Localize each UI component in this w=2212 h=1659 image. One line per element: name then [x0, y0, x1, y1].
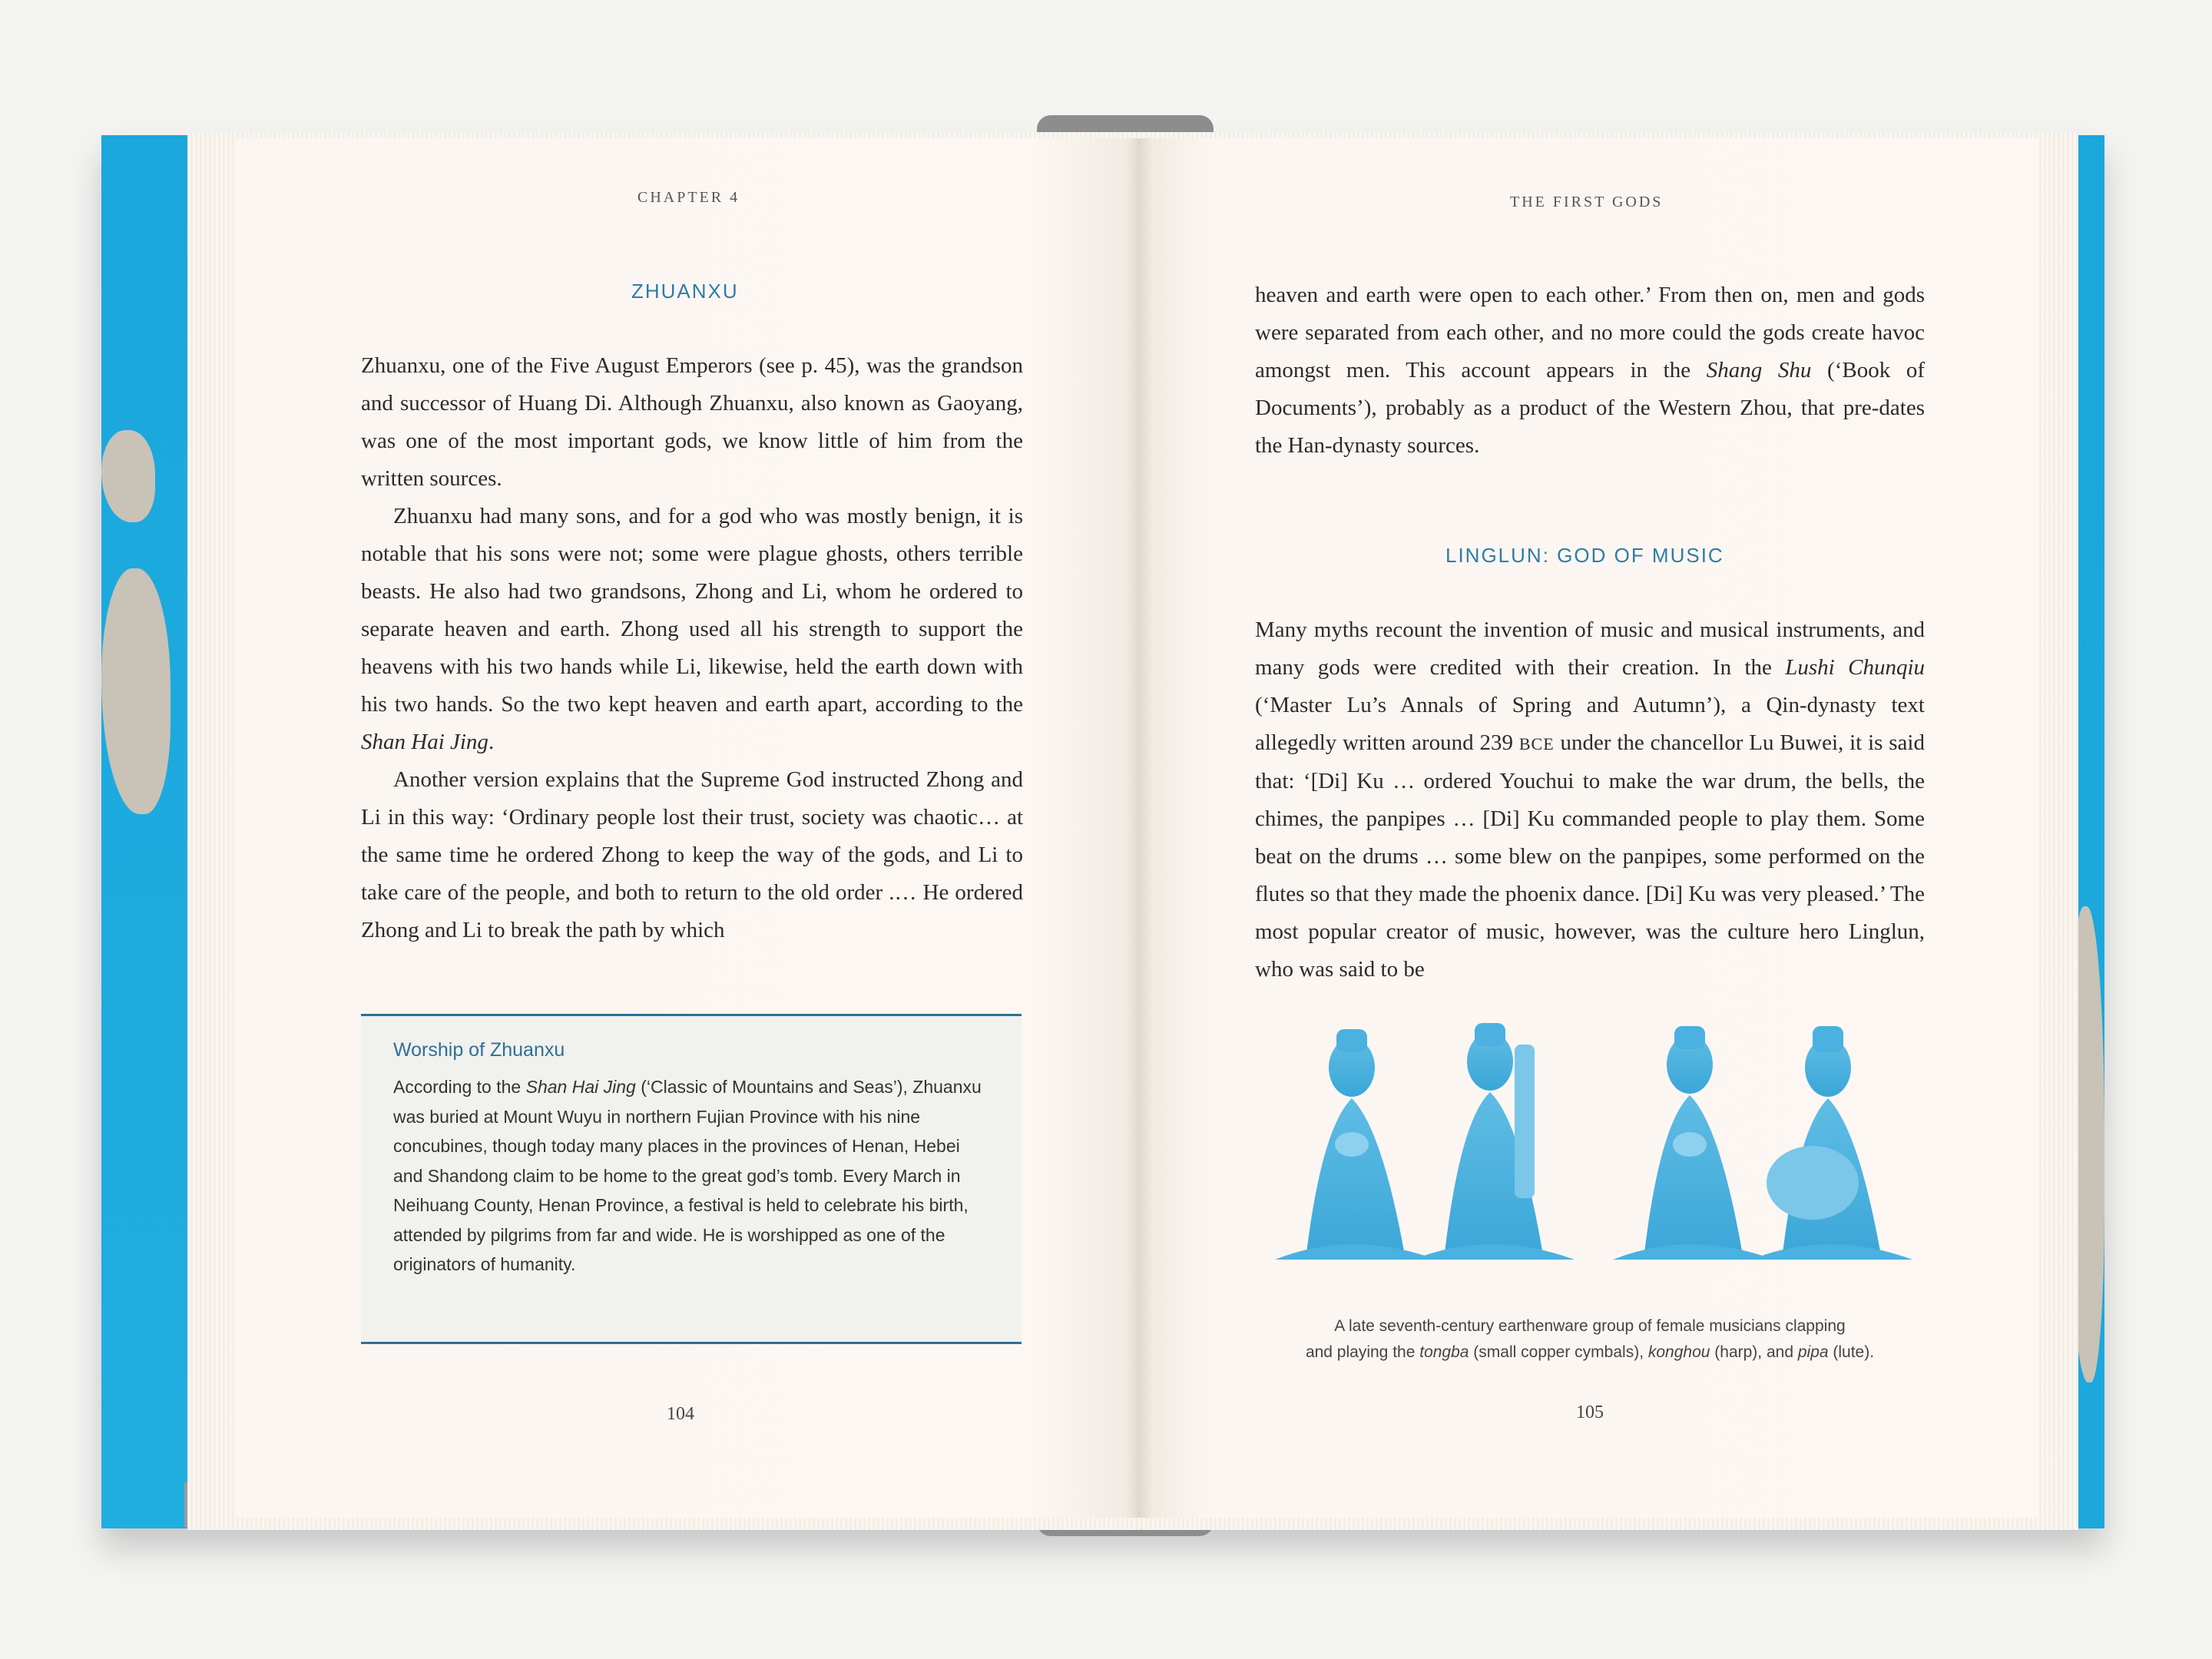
musician-figure [1613, 1026, 1774, 1260]
running-head-left: CHAPTER 4 [637, 189, 740, 206]
page-number-left: 104 [667, 1404, 694, 1424]
musician-figure [1751, 1026, 1912, 1260]
page-number-right: 105 [1576, 1402, 1604, 1422]
section-title-linglun: LINGLUN: GOD OF MUSIC [1445, 544, 1724, 567]
figure-caption: A late seventh-century earthenware group of female musicians clapping and playing the tongba (small copper cymbals), konghou (harp), and pipa (lute). [1305, 1317, 1875, 1361]
paragraph: Another version explains that the Supreme God instructed Zhong and Li in this way: ‘Ordinary people lost their trust, society was chaotic… at the same time he ordered Zhong to keep the way of the gods, and Li to take care of the people, and both to return to the old order .… He ordered Zhong and Li to break the path by which [361, 767, 1023, 942]
musician-figure [1413, 1023, 1575, 1260]
section-title-zhuanxu: ZHUANXU [631, 280, 739, 303]
right-body-text-top [1255, 276, 1925, 465]
sidebar-box [361, 1014, 1022, 1344]
box-text: According to the Shan Hai Jing (‘Classic of Mountains and Seas’), Zhuanxu was buried at Mount Wuyu in northern Fujian Province with his nine concubines, though today many places in the provinces of Henan, Hebei and Shandong claim to be home to the great god’s tomb. Every March in Neihuang County, Henan Province, a festival is held to celebrate his birth, attended by pilgrims from far and wide. He is worshipped as one of the originators of humanity. [393, 1077, 982, 1274]
paragraph: Zhuanxu, one of the Five August Emperors (see p. 45), was the grandson and successor of Huang Di. Although Zhuanxu, also known as Gaoyang, was one of the most important gods, we know little of him from the written sources. [361, 353, 1023, 491]
left-body-text [361, 347, 1023, 949]
paragraph: Many myths recount the invention of music and musical instruments, and many gods were credited with their creation. In the Lushi Chunqiu (‘Master Lu’s Annals of Spring and Autumn’), a Qin-dynasty text allegedly written around 239 BCE under the chancellor Lu Buwei, it is said that: ‘[Di] Ku … ordered Youchui to make the war drum, the bells, the chimes, the panpipes … [Di] Ku commanded people to play them. Some beat on the drums … some blew on the panpipes, some performed on the flutes so that they made the phoenix dance. [Di] Ku was very pleased.’ The most popular creator of music, however, was the culture hero Linglun, who was said to be [1255, 618, 1925, 982]
right-body-text [1255, 611, 1925, 988]
musicians-figure-image [1260, 1014, 1920, 1290]
box-title: Worship of Zhuanxu [393, 1039, 565, 1061]
gutter [1126, 138, 1152, 1518]
running-head-right: THE FIRST GODS [1510, 194, 1664, 210]
musician-figure [1275, 1029, 1436, 1260]
paragraph: Zhuanxu had many sons, and for a god who was mostly benign, it is notable that his sons were not; some were plague ghosts, others terrible beasts. He also had two grandsons, Zhong and Li, whom he ordered to separate heaven and earth. Zhong used all his strength to support the heavens with his two hands while Li, likewise, held the earth down with his two hands. So the two kept heaven and earth apart, according to the Shan Hai Jing. [361, 504, 1023, 754]
cover-art-left [101, 135, 194, 1528]
paragraph: heaven and earth were open to each other.’ From then on, men and gods were separated from each other, and no more could the gods create havoc amongst men. This account appears in the Shang Shu (‘Book of Documents’), probably as a product of the Western Zhou, that pre-dates the Han-dynasty sources. [1255, 283, 1925, 458]
